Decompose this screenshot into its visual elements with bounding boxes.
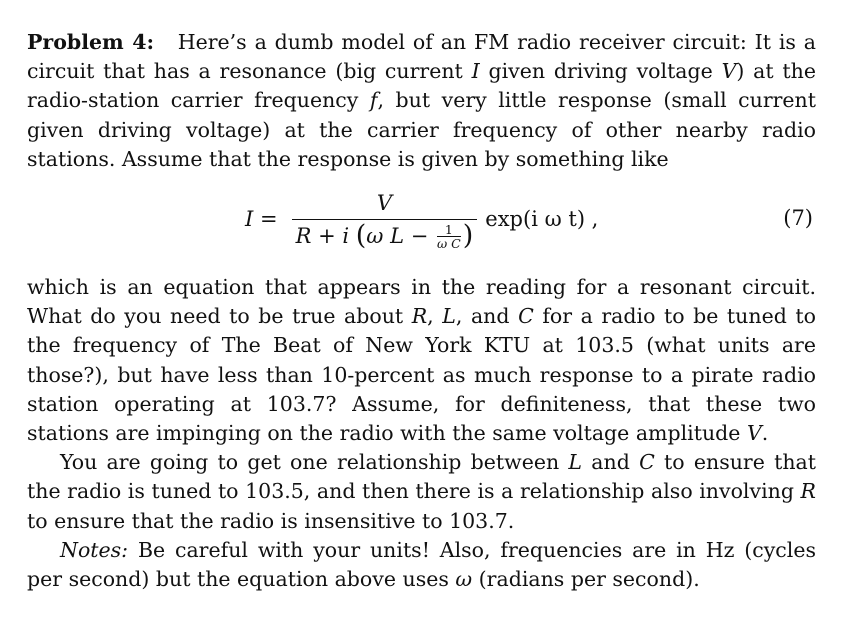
resistance-symbol-2: R [800,479,816,504]
notes-text-2: (radians per second). [478,567,700,592]
intro-text-4: , but very little response (small current given driving voltage) at the carrier frequency of other nearby radio stations. Assume that the response is given by something like [27,88,816,171]
exponential-term: exp(i ω t) , [485,207,599,232]
relationship-text-4: to ensure that the radio is insensitive to 103.7. [27,508,515,533]
frequency-symbol: f [369,88,378,113]
inductance-symbol-2: L [568,450,583,475]
equation-7 [27,174,816,273]
notes-label: Notes: [60,537,129,562]
question-text-1: which is an equation that appears in the reading for a resonant circuit. What do you need to be true about [27,275,816,329]
equation-body [245,190,598,250]
denominator-prefix: R + i [295,224,350,249]
intro-text: Here’s a dumb model of an FM radio receiver circuit: It is a circuit that has a resonance (big current [27,30,816,84]
question-text-5: . [761,421,769,446]
question-text-2: , [427,304,434,329]
relationship-paragraph [27,448,816,536]
close-paren: ) [462,220,474,252]
voltage-symbol: V [721,59,737,84]
capacitance-symbol: C [518,304,534,329]
equation-number: (7) [783,206,813,231]
problem-intro-paragraph [27,28,816,174]
small-denominator: ω C [437,235,461,251]
voltage-amplitude-symbol: V [746,421,762,446]
fraction-denominator [292,220,478,250]
equation-lhs: I = [245,207,278,232]
inductance-symbol: L [442,304,456,329]
current-symbol: I [471,59,480,84]
capacitance-symbol-2: C [639,450,655,475]
open-paren: ( [355,220,367,252]
problem-heading: Problem 4: [27,30,155,54]
notes-text-1: Be careful with your units! Also, frequencies are in Hz (cycles per second) but the equation above uses [27,537,816,592]
fraction-numerator: V [376,191,393,216]
omega-symbol: ω [455,567,473,592]
relationship-text-2: and [591,450,630,475]
relationship-text-1: You are going to get one relationship between [60,450,560,475]
inverse-omega-c-fraction [437,223,461,250]
small-numerator: 1 [444,221,453,237]
question-text-3: , and [455,304,510,329]
intro-text-3: ) at the radio-station carrier frequency [27,59,817,113]
resistance-symbol: R [411,304,428,329]
question-text-4: for a radio to be tuned to the frequency of The Beat of New York KTU at 103.5 (what units are those?), but have less than 10-percent as much response to a pirate radio station operating at 103.7? Assume, for definiteness, that these two stations are impinging on the radio with the same voltage amplitude [27,304,816,446]
intro-text-2: given driving voltage [488,59,713,84]
notes-paragraph [27,536,816,594]
denominator-middle: ω L − [366,224,429,249]
problem-page [27,28,816,594]
relationship-text-3: to ensure that the radio is tuned to 103.5, and then there is a relationship also involving [27,450,816,504]
question-paragraph [27,273,816,448]
main-fraction [292,190,478,250]
